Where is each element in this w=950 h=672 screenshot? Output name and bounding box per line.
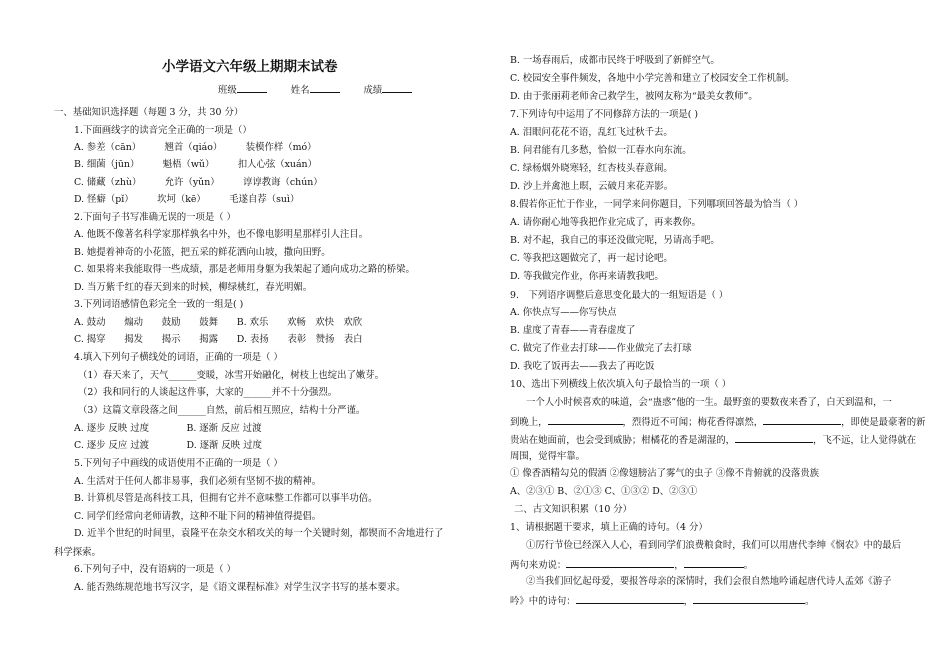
- right-line-text: 1、请根据题干要求，填上正确的诗句。（4 分）: [510, 522, 708, 533]
- left-line-text: A. 生活对于任何人都非易事，我们必须有坚韧不拔的精神。: [74, 476, 322, 487]
- right-line-29: [510, 558, 753, 572]
- right-line-12: [510, 253, 673, 265]
- right-line-text: A、②③① B、②①③ C、①③② D、②③①: [510, 486, 698, 497]
- right-line-2: [510, 73, 795, 85]
- left-line-5: [74, 177, 323, 189]
- left-line-1: [54, 107, 243, 119]
- right-line-26: [514, 504, 632, 516]
- right-line-text: 二、古文知识积累（10 分）: [514, 504, 633, 515]
- fill-blank-3[interactable]: [735, 433, 813, 443]
- score-label: 成绩: [363, 85, 383, 96]
- right-line-text: 两句来劝说：: [510, 560, 567, 571]
- left-line-24: [74, 511, 321, 523]
- right-line-17: [510, 343, 692, 355]
- right-line-text: A. 请你耐心地等我把作业完成了，再来教你。: [510, 217, 701, 228]
- right-line-21: [510, 415, 926, 429]
- right-line-text: 一个人小时候喜欢的味道，会“蛊惑”他的一生。最野蛮的要数夜来香了，白天到温和，一: [526, 397, 892, 408]
- student-info-line: [218, 82, 412, 96]
- left-line-text: （1）春天来了，天气______变暖，冰雪开始融化，树枝上也绽出了嫩芽。: [78, 370, 384, 381]
- right-line-28: [526, 540, 901, 552]
- right-line-text: B. 虚度了青春——青春虚度了: [510, 325, 636, 336]
- right-line-30: [526, 576, 892, 588]
- right-line-text: C. 绿杨烟外晓寒轻，红杏枝头春意闹。: [510, 163, 673, 174]
- right-line-text: C. 校园安全事件频发，各地中小学完善和建立了校园安全工作机制。: [510, 73, 795, 84]
- right-line-16: [510, 325, 635, 337]
- right-line-22: [510, 433, 916, 447]
- left-line-22: [74, 476, 321, 488]
- left-line-12: [74, 299, 243, 311]
- poem-blank-3[interactable]: [576, 594, 684, 604]
- right-line-20: [526, 397, 892, 409]
- fill-blank-1[interactable]: [548, 415, 623, 425]
- left-line-27: [74, 564, 236, 576]
- inline-text: ，: [674, 560, 684, 571]
- left-line-text: D. 当万紫千红的春天到来的时候，柳绿桃红，春光明媚。: [74, 282, 313, 293]
- right-line-10: [510, 217, 701, 229]
- right-line-9: [510, 199, 803, 211]
- left-line-text: A. 逐步 反映 过度 B. 逐渐 反应 过渡: [74, 423, 262, 434]
- right-line-3: [510, 91, 758, 103]
- left-line-17: [78, 387, 337, 399]
- left-line-20: [74, 440, 262, 452]
- right-line-5: [510, 127, 673, 139]
- score-blank[interactable]: [382, 83, 412, 93]
- left-line-21: [74, 458, 283, 470]
- right-line-text: ①厉行节俭已经深入人心，看到同学们浪费粮食时，我们可以用唐代李绅《悯农》中的最后: [526, 540, 902, 551]
- right-line-text: D. 由于张丽莉老师舍己救学生，被网友称为“最美女教师”。: [510, 91, 758, 102]
- left-line-text: 一、基础知识选择题（每题 3 分，共 30 分）: [54, 107, 244, 118]
- left-line-9: [74, 247, 331, 259]
- left-line-text: （2）我和同行的人谈起这件事，大家的______并不十分强烈。: [78, 387, 338, 398]
- right-line-text: C. 做完了作业去打球——作业做完了去打球: [510, 343, 692, 354]
- left-line-text: 4.填入下列句子横线处的词语，正确的一项是（ ）: [74, 352, 283, 363]
- left-line-text: 6.下列句子中，没有语病的一项是（ ）: [74, 564, 236, 575]
- left-line-text: C. 揭穿 揭发 揭示 揭露 D. 表扬 表彰 赞扬 表白: [74, 334, 363, 345]
- left-line-text: 1.下面画线字的读音完全正确的一项是（）: [74, 125, 252, 136]
- left-line-18: [78, 405, 365, 417]
- right-line-11: [510, 235, 720, 247]
- left-line-8: [74, 229, 368, 241]
- left-line-11: [74, 282, 312, 294]
- right-line-text: 贵站在她面前，也会受到威胁；柑橘花的香是湖湿的，: [510, 435, 736, 446]
- right-line-27: [510, 522, 708, 534]
- right-line-24: [510, 468, 819, 480]
- right-line-8: [510, 181, 673, 193]
- right-line-text: 8.假若你正忙于作业，一同学来问你题目，下列哪项回答最为恰当（ ）: [510, 199, 804, 210]
- left-line-text: 5.下列句子中画线的成语使用不正确的一项是（ ）: [74, 458, 283, 469]
- right-line-6: [510, 145, 692, 157]
- right-line-text: ① 像香酒精勾兑的假酒 ②像翅膀沾了雾气的虫子 ③像不肯俯就的没落贵族: [510, 468, 819, 479]
- right-line-text: D. 等我做完作业，你再来请教我吧。: [510, 271, 664, 282]
- left-line-3: [74, 142, 317, 154]
- left-line-2: [74, 125, 252, 137]
- right-line-text: 到晚上，: [510, 417, 548, 428]
- right-line-text: B. 一场春雨后，成都市民终于呼吸到了新鲜空气。: [510, 55, 720, 66]
- left-line-28: [74, 582, 405, 594]
- right-line-13: [510, 271, 664, 283]
- poem-blank-4[interactable]: [693, 594, 805, 604]
- right-line-text: B. 对不起，我自己的事还没做完呢，另请高手吧。: [510, 235, 720, 246]
- name-blank[interactable]: [310, 83, 340, 93]
- fill-blank-2[interactable]: [763, 415, 841, 425]
- left-line-10: [74, 264, 415, 276]
- inline-text: ，烈得近不可闻；梅花香得凛然，: [622, 417, 764, 428]
- right-line-text: 9. 下列语序调整后意思变化最大的一组短语是（ ）: [510, 290, 729, 301]
- left-line-text: A. 参差（cān） 翘首（qiáo） 装模作样（mó）: [74, 142, 317, 153]
- class-blank[interactable]: [237, 83, 267, 93]
- right-line-25: [510, 486, 697, 498]
- left-line-text: B. 她提着神奇的小花篮，把五采的鲜花洒向山坡，撒向田野。: [74, 247, 331, 258]
- left-line-text: A. 鼓动 煽动 鼓励 鼓舞 B. 欢乐 欢畅 欢快 欢欣: [74, 317, 363, 328]
- right-line-14: [510, 290, 728, 302]
- left-line-26: [54, 547, 101, 559]
- left-line-13: [74, 317, 362, 329]
- page-title: 小学语文六年级上期期末试卷: [162, 59, 338, 75]
- left-line-4: [74, 159, 317, 171]
- left-line-text: D. 怪癖（pǐ） 坎坷（kē） 毛遂自荐（suì）: [74, 194, 300, 205]
- right-line-text: 吟》中的诗句：: [510, 596, 576, 607]
- left-line-text: C. 同学们经常向老师请教，这种不耻下问的精神值得提倡。: [74, 511, 322, 522]
- right-line-4: [510, 109, 698, 121]
- right-line-1: [510, 55, 720, 67]
- right-line-text: C. 等我把这题做完了，再一起讨论吧。: [510, 253, 673, 264]
- right-line-text: D. 我吃了饭再去——我去了再吃饭: [510, 361, 655, 372]
- right-line-text: ②当我们回忆起母爱，要报答母亲的深情时，我们会很自然地吟诵起唐代诗人孟郊《游子: [526, 576, 892, 587]
- left-line-15: [74, 352, 283, 364]
- left-line-16: [78, 370, 384, 382]
- right-line-text: D. 沙上并禽池上暝，云破月来花弄影。: [510, 181, 674, 192]
- right-line-15: [510, 307, 616, 319]
- inline-text: 。: [743, 560, 754, 571]
- left-line-6: [74, 194, 299, 206]
- left-line-23: [74, 493, 377, 505]
- right-line-18: [510, 361, 654, 373]
- inline-text: ，即使是最豪奢的新: [841, 417, 926, 428]
- left-line-7: [74, 212, 236, 224]
- left-line-text: C. 储藏（zhù） 允许（yǔn） 谆谆教诲（chún）: [74, 177, 323, 188]
- right-line-23: [510, 451, 585, 463]
- right-line-text: A. 泪眼问花花不语，乱红飞过秋千去。: [510, 127, 673, 138]
- left-line-text: C. 如果将来我能取得一些成绩，那是老师用身躯为我架起了通向成功之路的桥梁。: [74, 264, 415, 275]
- right-line-text: A. 你快点写——你写快点: [510, 307, 617, 318]
- left-line-19: [74, 423, 262, 435]
- left-line-text: A. 他既不像著名科学家那样孰名中外，也不像电影明星那样引人注目。: [74, 229, 368, 240]
- inline-text: ，: [683, 596, 694, 607]
- left-line-text: 2.下面句子书写准确无误的一项是（ ）: [74, 212, 236, 223]
- right-line-19: [510, 379, 731, 391]
- right-line-text: 周围，觉得牢靠。: [510, 451, 586, 462]
- left-line-text: 科学探索。: [54, 547, 101, 558]
- name-label: 姓名: [290, 85, 310, 96]
- left-line-text: B. 计算机尽管是高科技工具，但拥有它并不意味整工作都可以事半功倍。: [74, 493, 378, 504]
- left-line-text: C. 逐步 反应 过渡 D. 逐渐 反映 过度: [74, 440, 262, 451]
- inline-text: 。: [805, 596, 815, 607]
- left-line-text: B. 细菌（jūn） 魁梧（wǔ） 扣人心弦（xuán）: [74, 159, 317, 170]
- right-line-text: 10、选出下列横线上依次填入句子最恰当的一项（ ）: [510, 379, 732, 390]
- left-line-text: 3.下列词语感情色彩完全一致的一组是( ): [74, 299, 244, 310]
- left-line-text: （3）这篇文章段落之间______自然，前后相互照应，结构十分严谨。: [78, 405, 366, 416]
- poem-blank-2[interactable]: [684, 558, 744, 568]
- right-line-7: [510, 163, 673, 175]
- left-line-25: [74, 528, 443, 540]
- left-line-14: [74, 334, 362, 346]
- left-line-text: D. 近半个世纪的时间里，袁隆平在杂交水稻攻关的每一个关键时刻，都锲而不舍地进行了: [74, 528, 444, 539]
- poem-blank-1[interactable]: [566, 558, 674, 568]
- class-label: 班级: [218, 85, 237, 96]
- right-line-text: B. 问君能有几多愁，恰似一江春水向东流。: [510, 145, 692, 156]
- inline-text: ，飞不远，让人觉得就在: [813, 435, 917, 446]
- right-line-31: [510, 594, 814, 608]
- left-line-text: A. 能否熟练规范地书写汉字，是《语文课程标准》对学生汉字书写的基本要求。: [74, 582, 406, 593]
- right-line-text: 7.下列诗句中运用了不同修辞方法的一项是( ): [510, 109, 698, 120]
